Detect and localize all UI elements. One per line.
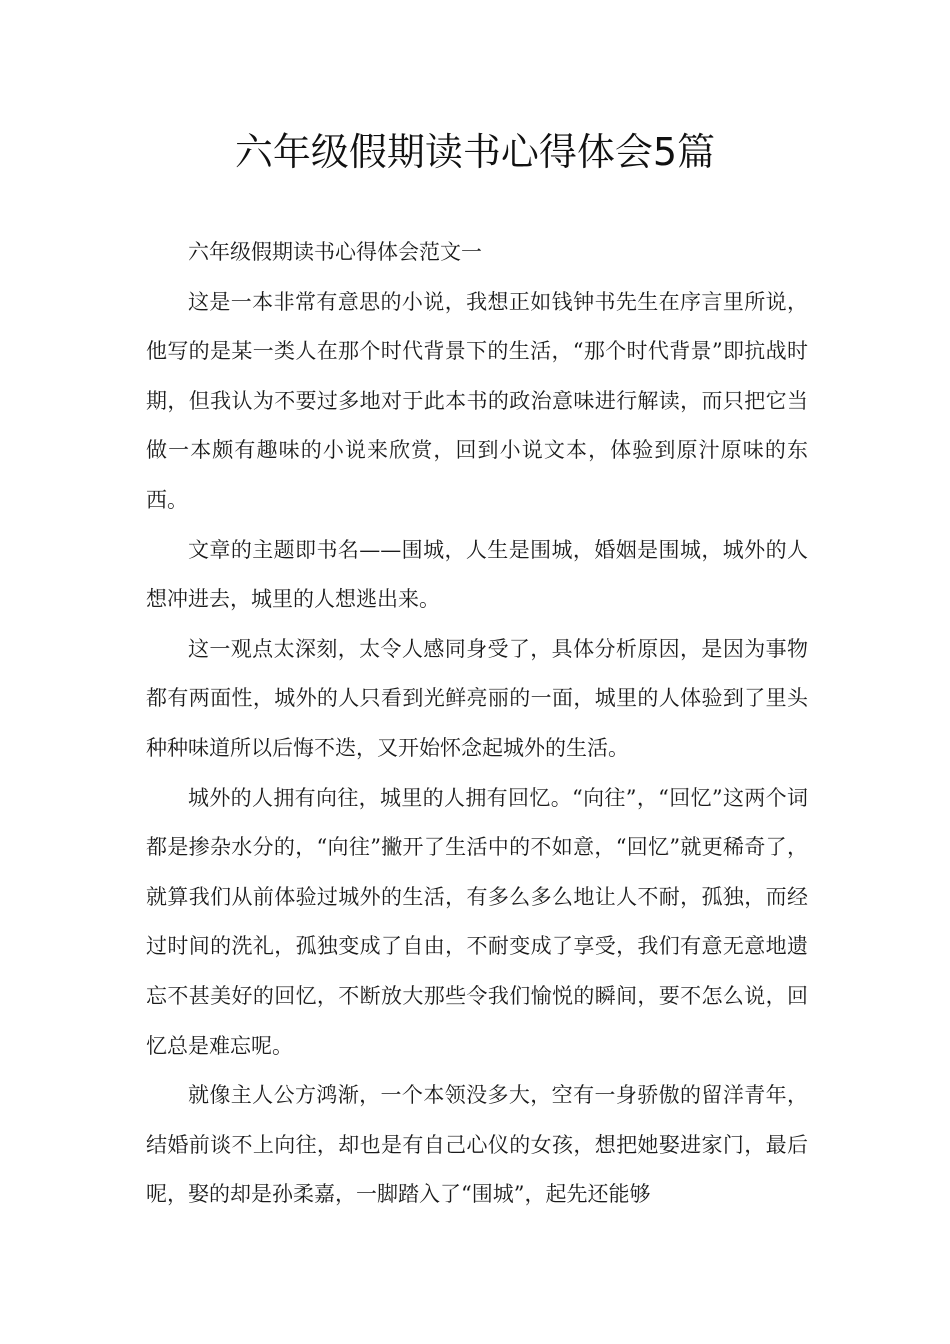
paragraph: 这一观点太深刻，太令人感同身受了，具体分析原因，是因为事物都有两面性，城外的人只看到光鲜亮丽的一面，城里的人体验到了里头种种味道所以后悔不迭，又开始怀念起城外的生活。 — [146, 636, 808, 760]
paragraph: 这是一本非常有意思的小说，我想正如钱钟书先生在序言里所说，他写的是某一类人在那个时代背景下的生活，“那个时代背景”即抗战时期，但我认为不要过多地对于此本书的政治意味进行解读，而只把它当做一本颇有趣味的小说来欣赏，回到小说文本，体验到原汁原味的东西。 — [146, 289, 808, 512]
paragraph: 城外的人拥有向往，城里的人拥有回忆。“向往”，“回忆”这两个词都是掺杂水分的，“向往”撇开了生活中的不如意，“回忆”就更稀奇了，就算我们从前体验过城外的生活，有多么多么地让人不耐，孤独，而经过时间的洗礼，孤独变成了自由，不耐变成了享受，我们有意无意地遗忘不甚美好的回忆，不断放大那些令我们愉悦的瞬间，要不怎么说，回忆总是难忘呢。 — [146, 785, 808, 1058]
section-heading: 六年级假期读书心得体会范文一 — [188, 240, 482, 264]
document-body — [146, 228, 808, 1220]
document-title: 六年级假期读书心得体会5篇 — [234, 130, 716, 174]
paragraph: 就像主人公方鸿渐，一个本领没多大，空有一身骄傲的留洋青年，结婚前谈不上向往，却也是有自己心仪的女孩，想把她娶进家门，最后呢，娶的却是孙柔嘉，一脚踏入了“围城”，起先还能够 — [146, 1083, 808, 1207]
paragraph: 文章的主题即书名——围城，人生是围城，婚姻是围城，城外的人想冲进去，城里的人想逃出来。 — [146, 537, 808, 612]
